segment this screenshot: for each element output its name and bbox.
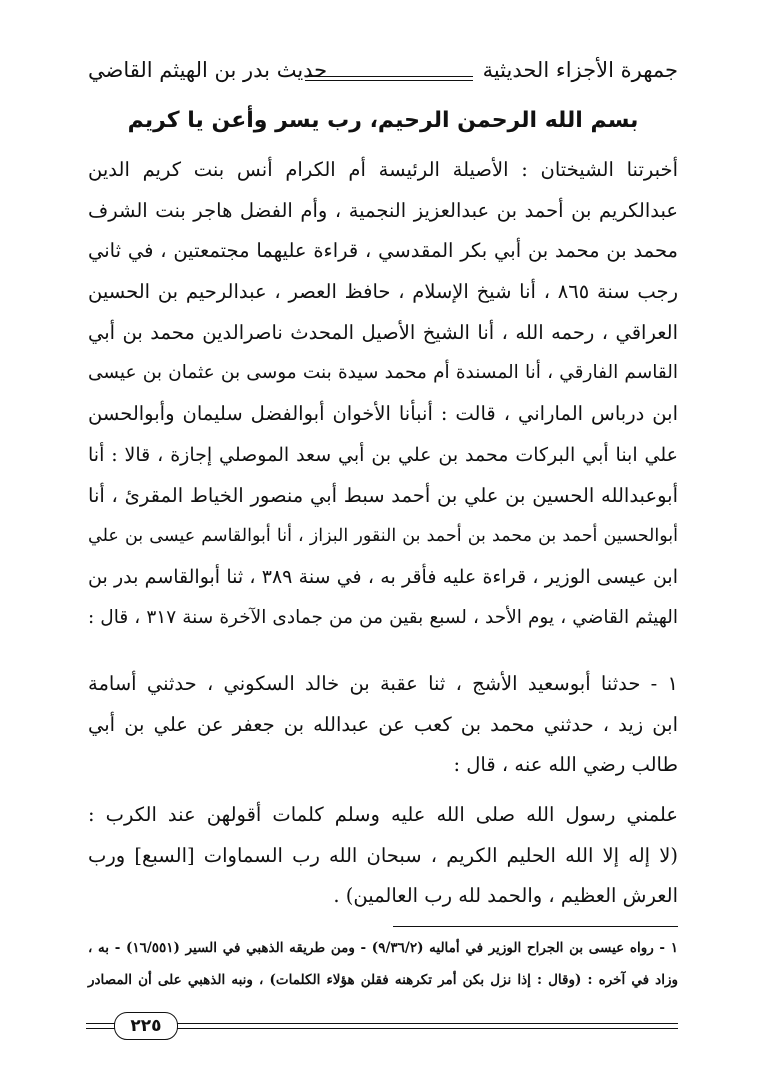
text-line: العرش العظيم ، والحمد لله رب العالمين) . xyxy=(333,884,678,908)
text-line: أخبرتنا الشيختان : الأصيلة الرئيسة أم الكرام أنس بنت كريم الدين xyxy=(88,158,678,181)
text-line: ابن درباس الماراني ، قالت : أنبأنا الأخوان أبوالفضل سليمان وأبوالحسن xyxy=(88,402,678,426)
text-line: ابن عيسى الوزير ، قراءة عليه فأقر به ، في سنة ٣٨٩ ، ثنا أبوالقاسم بدر بن xyxy=(88,565,678,588)
text-line: القاسم الفارقي ، أنا المسندة أم محمد سيدة بنت موسى بن عثمان بن عيسى xyxy=(88,362,678,384)
text-line: محمد بن محمد بن أبي بكر المقدسي ، قراءة عليهما مجتمعتين ، في ثاني xyxy=(88,239,678,263)
page-number: ٢٢٥ xyxy=(114,1012,178,1040)
basmala-heading: بسم الله الرحمن الرحيم، رب يسر وأعن يا كريم xyxy=(127,108,639,133)
matn-paragraph xyxy=(88,795,678,917)
isnad-paragraph xyxy=(88,150,678,638)
text-line: الهيثم القاضي ، يوم الأحد ، لسبع بقين من من جمادى الآخرة سنة ٣١٧ ، قال : xyxy=(88,606,678,628)
text-line: عبدالكريم بن أحمد بن عبدالعزيز النجمية ، وأم الفضل هاجر بنت الشرف xyxy=(88,198,678,222)
book-title: جمهرة الأجزاء الحديثية xyxy=(482,58,678,82)
header-rule-bottom xyxy=(305,80,473,81)
text-line: أبوالحسين أحمد بن محمد بن أحمد بن النقور البزاز ، أنا أبوالقاسم عيسى بن علي xyxy=(88,526,678,547)
page-number-ornament xyxy=(86,1012,678,1040)
text-line: طالب رضي الله عنه ، قال : xyxy=(453,753,678,777)
footnote-line: وزاد في آخره : (وقال : إذا نزل بكن أمر تكرهنه فقلن هؤلاء الكلمات) ، ونبه الذهبي على أن المصادر xyxy=(88,972,678,988)
hadith-paragraph xyxy=(88,664,678,786)
text-line: أبوعبدالله الحسين بن علي بن أحمد سبط أبي منصور الخياط المقرئ ، أنا xyxy=(88,483,678,507)
running-header xyxy=(88,58,678,88)
text-line: رجب سنة ٨٦٥ ، أنا شيخ الإسلام ، حافظ العصر ، عبدالرحيم بن الحسين xyxy=(88,280,678,304)
footnote-line: ١ - رواه عيسى بن الجراح الوزير في أماليه (٩/٣٦/٢) - ومن طريقه الذهبي في السير (١٦/٥٥١) - به ، xyxy=(88,940,678,956)
part-title: حديث بدر بن الهيثم القاضي xyxy=(88,58,328,82)
text-line: ابن زيد ، حدثني محمد بن كعب عن عبدالله بن جعفر عن علي بن أبي xyxy=(88,712,678,736)
footnote xyxy=(88,932,678,996)
footnote-separator xyxy=(393,926,678,927)
text-line: علمني رسول الله صلى الله عليه وسلم كلمات أقولهن عند الكرب : xyxy=(88,803,678,826)
text-line: العراقي ، رحمه الله ، أنا الشيخ الأصيل المحدث ناصرالدين محمد بن أبي xyxy=(88,320,678,344)
text-line: علي ابنا أبي البركات محمد بن علي بن أبي سعد الموصلي إجازة ، قالا : أنا xyxy=(88,443,678,466)
header-rule-top xyxy=(305,76,473,77)
text-line: ١ - حدثنا أبوسعيد الأشج ، ثنا عقبة بن خالد السكوني ، حدثني أسامة xyxy=(88,672,678,695)
text-line: (لا إله إلا الله الحليم الكريم ، سبحان الله رب السماوات [السبع] ورب xyxy=(88,843,678,867)
